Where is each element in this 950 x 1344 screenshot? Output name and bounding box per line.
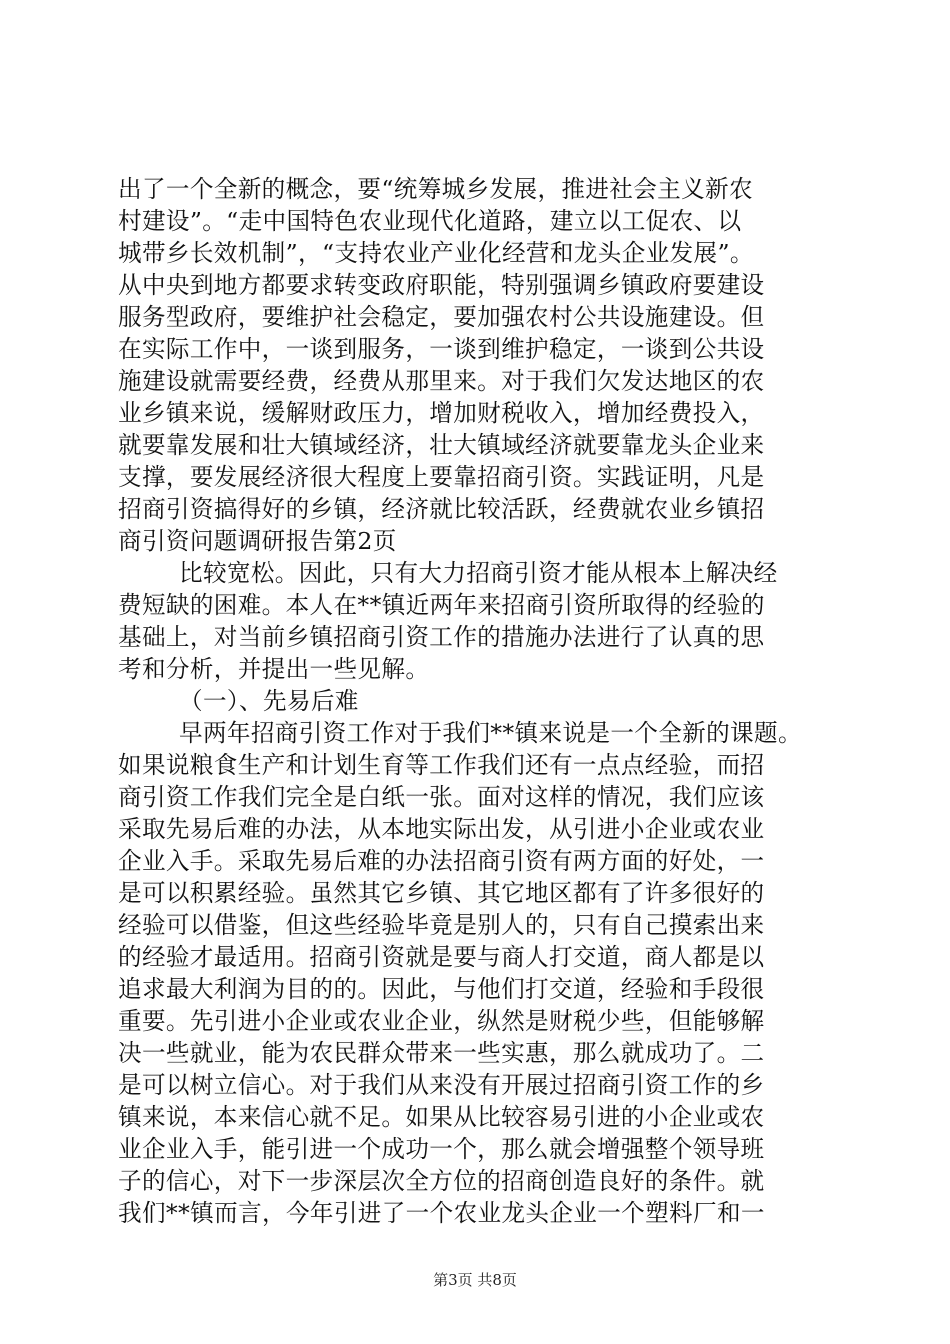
- text-line: 镇来说，本来信心就不足。如果从比较容易引进的小企业或农: [118, 1103, 765, 1131]
- text-line: 子的信心，对下一步深层次全方位的招商创造良好的条件。就: [118, 1167, 765, 1195]
- text-line: 就要靠发展和壮大镇域经济，壮大镇域经济就要靠龙头企业来: [118, 431, 765, 459]
- text-line: 城带乡长效机制”，“支持农业产业化经营和龙头企业发展”。: [118, 239, 754, 267]
- text-line: 从中央到地方都要求转变政府职能，特别强调乡镇政府要建设: [118, 271, 765, 299]
- text-line: 支撑，要发展经济很大程度上要靠招商引资。实践证明，凡是: [118, 463, 765, 491]
- text-line: 业乡镇来说，缓解财政压力，增加财税收入，增加经费投入，: [118, 399, 765, 427]
- text-line: 服务型政府，要维护社会稳定，要加强农村公共设施建设。但: [118, 303, 765, 331]
- text-line: 重要。先引进小企业或农业企业，纵然是财税少些，但能够解: [118, 1007, 765, 1035]
- text-line: 企业入手。采取先易后难的办法招商引资有两方面的好处，一: [118, 847, 765, 875]
- text-line: 经验可以借鉴，但这些经验毕竟是别人的，只有自己摸索出来: [118, 911, 765, 939]
- text-line: 招商引资搞得好的乡镇，经济就比较活跃，经费就农业乡镇招: [118, 495, 765, 523]
- text-line: 我们**镇而言，今年引进了一个农业龙头企业一个塑料厂和一: [118, 1199, 765, 1227]
- text-line: 商引资工作我们完全是白纸一张。面对这样的情况，我们应该: [118, 783, 765, 811]
- document-body: [118, 173, 858, 1229]
- text-line: 采取先易后难的办法，从本地实际出发，从引进小企业或农业: [118, 815, 765, 843]
- text-line: 比较宽松。因此，只有大力招商引资才能从根本上解决经: [179, 559, 778, 587]
- page-footer: 第3页 共8页: [433, 1271, 517, 1289]
- text-line: 基础上，对当前乡镇招商引资工作的措施办法进行了认真的思: [118, 623, 765, 651]
- text-line: 费短缺的困难。本人在**镇近两年来招商引资所取得的经验的: [118, 591, 765, 619]
- text-line: 考和分析，并提出一些见解。: [118, 655, 430, 683]
- text-line: 如果说粮食生产和计划生育等工作我们还有一点点经验，而招: [118, 751, 765, 779]
- text-line: 出了一个全新的概念，要“统筹城乡发展，推进社会主义新农: [118, 175, 753, 203]
- text-line: 追求最大利润为目的的。因此，与他们打交道，经验和手段很: [118, 975, 765, 1003]
- text-line: 村建设”。“走中国特色农业现代化道路，建立以工促农、以: [118, 207, 742, 235]
- text-line: 业企业入手，能引进一个成功一个，那么就会增强整个领导班: [118, 1135, 765, 1163]
- text-line: 是可以树立信心。对于我们从来没有开展过招商引资工作的乡: [118, 1071, 765, 1099]
- text-line: 是可以积累经验。虽然其它乡镇、其它地区都有了许多很好的: [118, 879, 765, 907]
- text-line: 早两年招商引资工作对于我们**镇来说是一个全新的课题。: [179, 719, 802, 747]
- text-line: 的经验才最适用。招商引资就是要与商人打交道，商人都是以: [118, 943, 765, 971]
- text-line: 施建设就需要经费，经费从那里来。对于我们欠发达地区的农: [118, 367, 765, 395]
- text-line: 商引资问题调研报告第2页: [118, 527, 397, 555]
- text-line: 在实际工作中，一谈到服务，一谈到维护稳定，一谈到公共设: [118, 335, 765, 363]
- text-line: 决一些就业，能为农民群众带来一些实惠，那么就成功了。二: [118, 1039, 765, 1067]
- text-line: （一）、先易后难: [179, 687, 359, 715]
